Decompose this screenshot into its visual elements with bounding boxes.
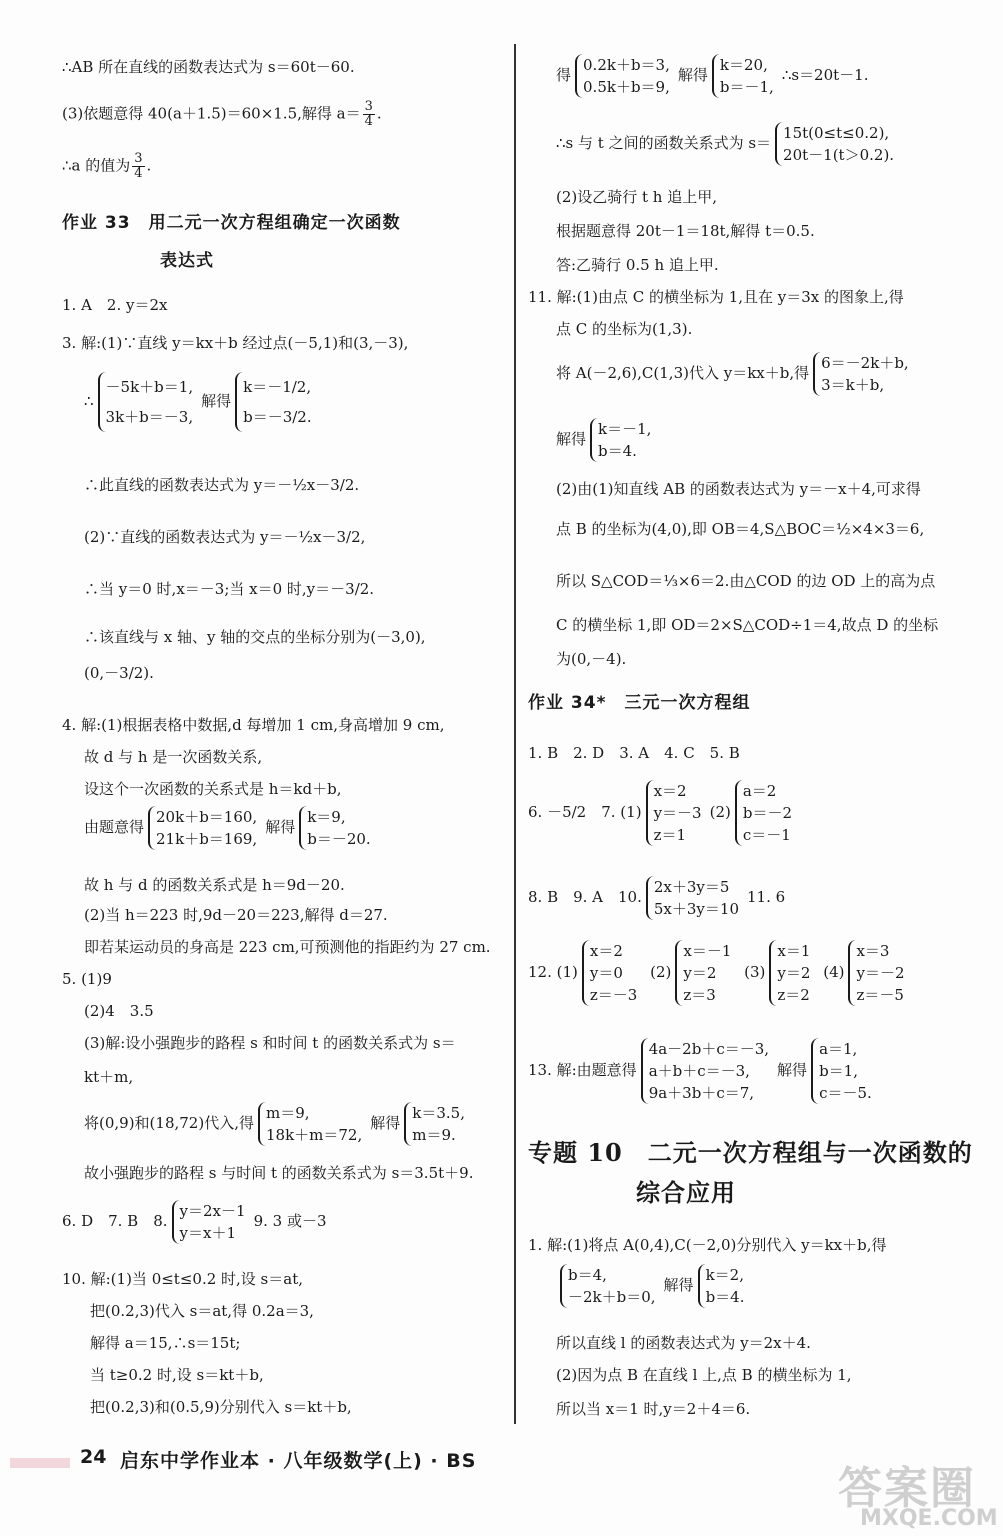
equation-system-line: 6. －5/2 7. (1) x＝2 y＝－3 z＝1 (2) a＝2 b＝－2 c＝－1 xyxy=(528,780,800,846)
text-span: (3)依题意得 40(a＋1.5)＝60×1.5,解得 a＝ xyxy=(62,104,361,123)
answer-line: 10. 解:(1)当 0≤t≤0.2 时,设 s＝at, xyxy=(62,1270,303,1288)
section-heading: 作业 33 用二元一次方程组确定一次函数 xyxy=(62,213,401,233)
equation-system-line: 8. B 9. A 10. 2x＋3y＝5 5x＋3y＝10 11. 6 xyxy=(528,878,786,918)
equation-system: a＝2 b＝－2 c＝－1 xyxy=(735,780,796,846)
equation-system: x＝2 y＝0 z＝－3 xyxy=(582,940,641,1006)
equation-system-line: 12. (1) x＝2 y＝0 z＝－3 (2) x＝－1 y＝2 z＝3 (3) x＝1 y＝2 z＝2 (4) x＝3 y＝－2 z＝－5 xyxy=(528,940,913,1006)
equation-system: k＝9, b＝－20. xyxy=(299,806,374,850)
answer-line: 当 t≥0.2 时,设 s＝kt＋b, xyxy=(90,1366,264,1384)
equation-system: 4a－2b＋c＝－3, a＋b＋c＝－3, 9a＋3b＋c＝7, xyxy=(641,1038,773,1104)
equation-system-line: b＝4, －2k＋b＝0, 解得 k＝2, b＝4. xyxy=(556,1264,752,1308)
answer-line: 根据题意得 20t－1＝18t,解得 t＝0.5. xyxy=(556,222,815,240)
equation-system: k＝－1/2, b＝－3/2. xyxy=(235,372,316,432)
equation-system: 15t(0≤t≤0.2), 20t－1(t＞0.2). xyxy=(775,122,898,166)
text-line: ∴a 的值为 $\frac{3}{4}$ . xyxy=(62,151,152,181)
answer-line: 所以当 x＝1 时,y＝2＋4＝6. xyxy=(556,1400,751,1418)
section-heading: 作业 34* 三元一次方程组 xyxy=(528,693,751,713)
equation-system-line: 由题意得 20k＋b＝160, 21k＋b＝169, 解得 k＝9, b＝－20. xyxy=(84,806,379,850)
equation-system: x＝1 y＝2 z＝2 xyxy=(769,940,814,1006)
equation-system: k＝－1, b＝4. xyxy=(590,418,655,462)
equation-system-line: 6. D 7. B 8. y＝2x－1 y＝x＋1 9. 3 或－3 xyxy=(62,1202,327,1242)
answer-line: 4. 解:(1)根据表格中数据,d 每增加 1 cm,身高增加 9 cm, xyxy=(62,716,445,734)
equation-system: k＝2, b＝4. xyxy=(698,1264,749,1308)
equation-system-line: ∴ －5k＋b＝1, 3k＋b＝－3, 解得 k＝－1/2, b＝－3/2. xyxy=(84,372,320,432)
page-number: 24 xyxy=(80,1446,107,1468)
answer-line: 把(0.2,3)代入 s＝at,得 0.2a＝3, xyxy=(90,1302,314,1320)
answer-line: C 的横坐标 1,即 OD＝2×S△COD÷1＝4,故点 D 的坐标 xyxy=(556,616,939,634)
equation-system: k＝20, b＝－1, xyxy=(712,54,778,98)
equation-system-line: 将(0,9)和(18,72)代入,得 m＝9, 18k＋m＝72, 解得 k＝3.5, m＝9. xyxy=(84,1102,473,1146)
equation-system: 0.2k＋b＝3, 0.5k＋b＝9, xyxy=(575,54,674,98)
text-line: ∴AB 所在直线的函数表达式为 s＝60t－60. xyxy=(62,58,355,76)
answer-line: (2)∵直线的函数表达式为 y＝－½x－3/2, xyxy=(84,528,366,546)
answer-line: ∴此直线的函数表达式为 y＝－½x－3/2. xyxy=(84,476,360,494)
fraction: $\frac{3}{4}$ xyxy=(134,151,143,181)
column-divider xyxy=(514,44,516,1424)
equation-system: x＝3 y＝－2 z＝－5 xyxy=(848,940,908,1006)
equation-system: x＝2 y＝－3 z＝1 xyxy=(646,780,706,846)
answer-line: 为(0,－4). xyxy=(556,650,627,668)
answer-line: ∴当 y＝0 时,x＝－3;当 x＝0 时,y＝－3/2. xyxy=(84,580,375,598)
equation-system-line: 将 A(－2,6),C(1,3)代入 y＝kx＋b,得 6＝－2k＋b, 3＝k＋b, xyxy=(556,352,917,396)
text-span: ∴a 的值为 xyxy=(62,156,131,175)
answer-line: 解得 a＝15,∴s＝15t; xyxy=(90,1334,241,1352)
answer-line: ∴该直线与 x 轴、y 轴的交点的坐标分别为(－3,0), xyxy=(84,628,426,646)
answer-line: (2)4 3.5 xyxy=(84,1002,154,1020)
section-heading-cont: 表达式 xyxy=(160,251,214,271)
answer-line: 答:乙骑行 0.5 h 追上甲. xyxy=(556,256,719,274)
answer-line: 所以 S△COD＝⅓×6＝2.由△COD 的边 OD 上的高为点 xyxy=(556,572,936,590)
answer-line: 故 h 与 d 的函数关系式是 h＝9d－20. xyxy=(84,876,345,894)
equation-system: y＝2x－1 y＝x＋1 xyxy=(172,1200,250,1244)
equation-system: m＝9, 18k＋m＝72, xyxy=(258,1102,366,1146)
watermark-mark: 答案圈 xyxy=(838,1463,976,1514)
footer-decoration xyxy=(10,1458,70,1468)
answer-line: 故 d 与 h 是一次函数关系, xyxy=(84,748,263,766)
answer-line: 所以直线 l 的函数表达式为 y＝2x＋4. xyxy=(556,1334,811,1352)
answer-line: 5. (1)9 xyxy=(62,970,112,988)
answer-line: 1. B 2. D 3. A 4. C 5. B xyxy=(528,744,740,762)
answer-line: (2)当 h＝223 时,9d－20＝223,解得 d＝27. xyxy=(84,906,388,924)
equation-system-line: 13. 解:由题意得 4a－2b＋c＝－3, a＋b＋c＝－3, 9a＋3b＋c＝7, 解得 a＝1, b＝1, c＝－5. xyxy=(528,1038,880,1104)
equation-system: x＝－1 y＝2 z＝3 xyxy=(675,940,735,1006)
answer-line: 设这个一次函数的关系式是 h＝kd＋b, xyxy=(84,780,342,798)
equation-system: k＝3.5, m＝9. xyxy=(404,1102,469,1146)
watermark-logo xyxy=(838,1452,998,1532)
answer-line: kt＋m, xyxy=(84,1068,134,1086)
answer-line: 把(0.2,3)和(0.5,9)分别代入 s＝kt＋b, xyxy=(90,1398,352,1416)
topic-heading-cont: 综合应用 xyxy=(636,1178,736,1207)
answer-line: 即若某运动员的身高是 223 cm,可预测他的指距约为 27 cm. xyxy=(84,938,491,956)
answer-line: 点 B 的坐标为(4,0),即 OB＝4,S△BOC＝½×4×3＝6, xyxy=(556,520,925,538)
equation-system: 20k＋b＝160, 21k＋b＝169, xyxy=(148,806,261,850)
equation-system: 2x＋3y＝5 5x＋3y＝10 xyxy=(646,876,743,920)
equation-system: －5k＋b＝1, 3k＋b＝－3, xyxy=(98,372,198,432)
equation-system-line: 解得 k＝－1, b＝4. xyxy=(556,418,659,462)
equation-system-line: ∴s 与 t 之间的函数关系式为 s＝ 15t(0≤t≤0.2), 20t－1(t＞0.2). xyxy=(556,122,902,166)
answer-line: (3)解:设小强跑步的路程 s 和时间 t 的函数关系式为 s＝ xyxy=(84,1034,456,1052)
answer-line: (2)因为点 B 在直线 l 上,点 B 的横坐标为 1, xyxy=(556,1366,852,1384)
book-title: 启东中学作业本 · 八年级数学(上) · BS xyxy=(120,1450,477,1472)
answer-line: (2)由(1)知直线 AB 的函数表达式为 y＝－x＋4,可求得 xyxy=(556,480,921,498)
answer-line: (0,－3/2). xyxy=(84,664,154,682)
fraction: $\frac{3}{4}$ xyxy=(364,99,373,129)
answer-line: 1. A 2. y＝2x xyxy=(62,296,168,314)
answer-line: 11. 解:(1)由点 C 的横坐标为 1,且在 y＝3x 的图象上,得 xyxy=(528,288,904,306)
answer-line: 3. 解:(1)∵直线 y＝kx＋b 经过点(－5,1)和(3,－3), xyxy=(62,334,409,352)
answer-line: 点 C 的坐标为(1,3). xyxy=(556,320,693,338)
equation-system: a＝1, b＝1, c＝－5. xyxy=(811,1038,876,1104)
answer-line: 故小强跑步的路程 s 与时间 t 的函数关系式为 s＝3.5t＋9. xyxy=(84,1164,474,1182)
text-line: (3)依题意得 40(a＋1.5)＝60×1.5,解得 a＝ $\frac{3}{4}$ . xyxy=(62,99,382,129)
topic-heading: 专题 10 二元一次方程组与一次函数的 xyxy=(528,1138,973,1167)
answer-line: 1. 解:(1)将点 A(0,4),C(－2,0)分别代入 y＝kx＋b,得 xyxy=(528,1236,887,1254)
equation-system: b＝4, －2k＋b＝0, xyxy=(560,1264,660,1308)
equation-system: 6＝－2k＋b, 3＝k＋b, xyxy=(813,352,913,396)
answer-line: (2)设乙骑行 t h 追上甲, xyxy=(556,188,718,206)
watermark-site: MXQE.COM xyxy=(860,1506,998,1531)
equation-system-line: 得 0.2k＋b＝3, 0.5k＋b＝9, 解得 k＝20, b＝－1, ∴s＝20t－1. xyxy=(556,56,869,96)
